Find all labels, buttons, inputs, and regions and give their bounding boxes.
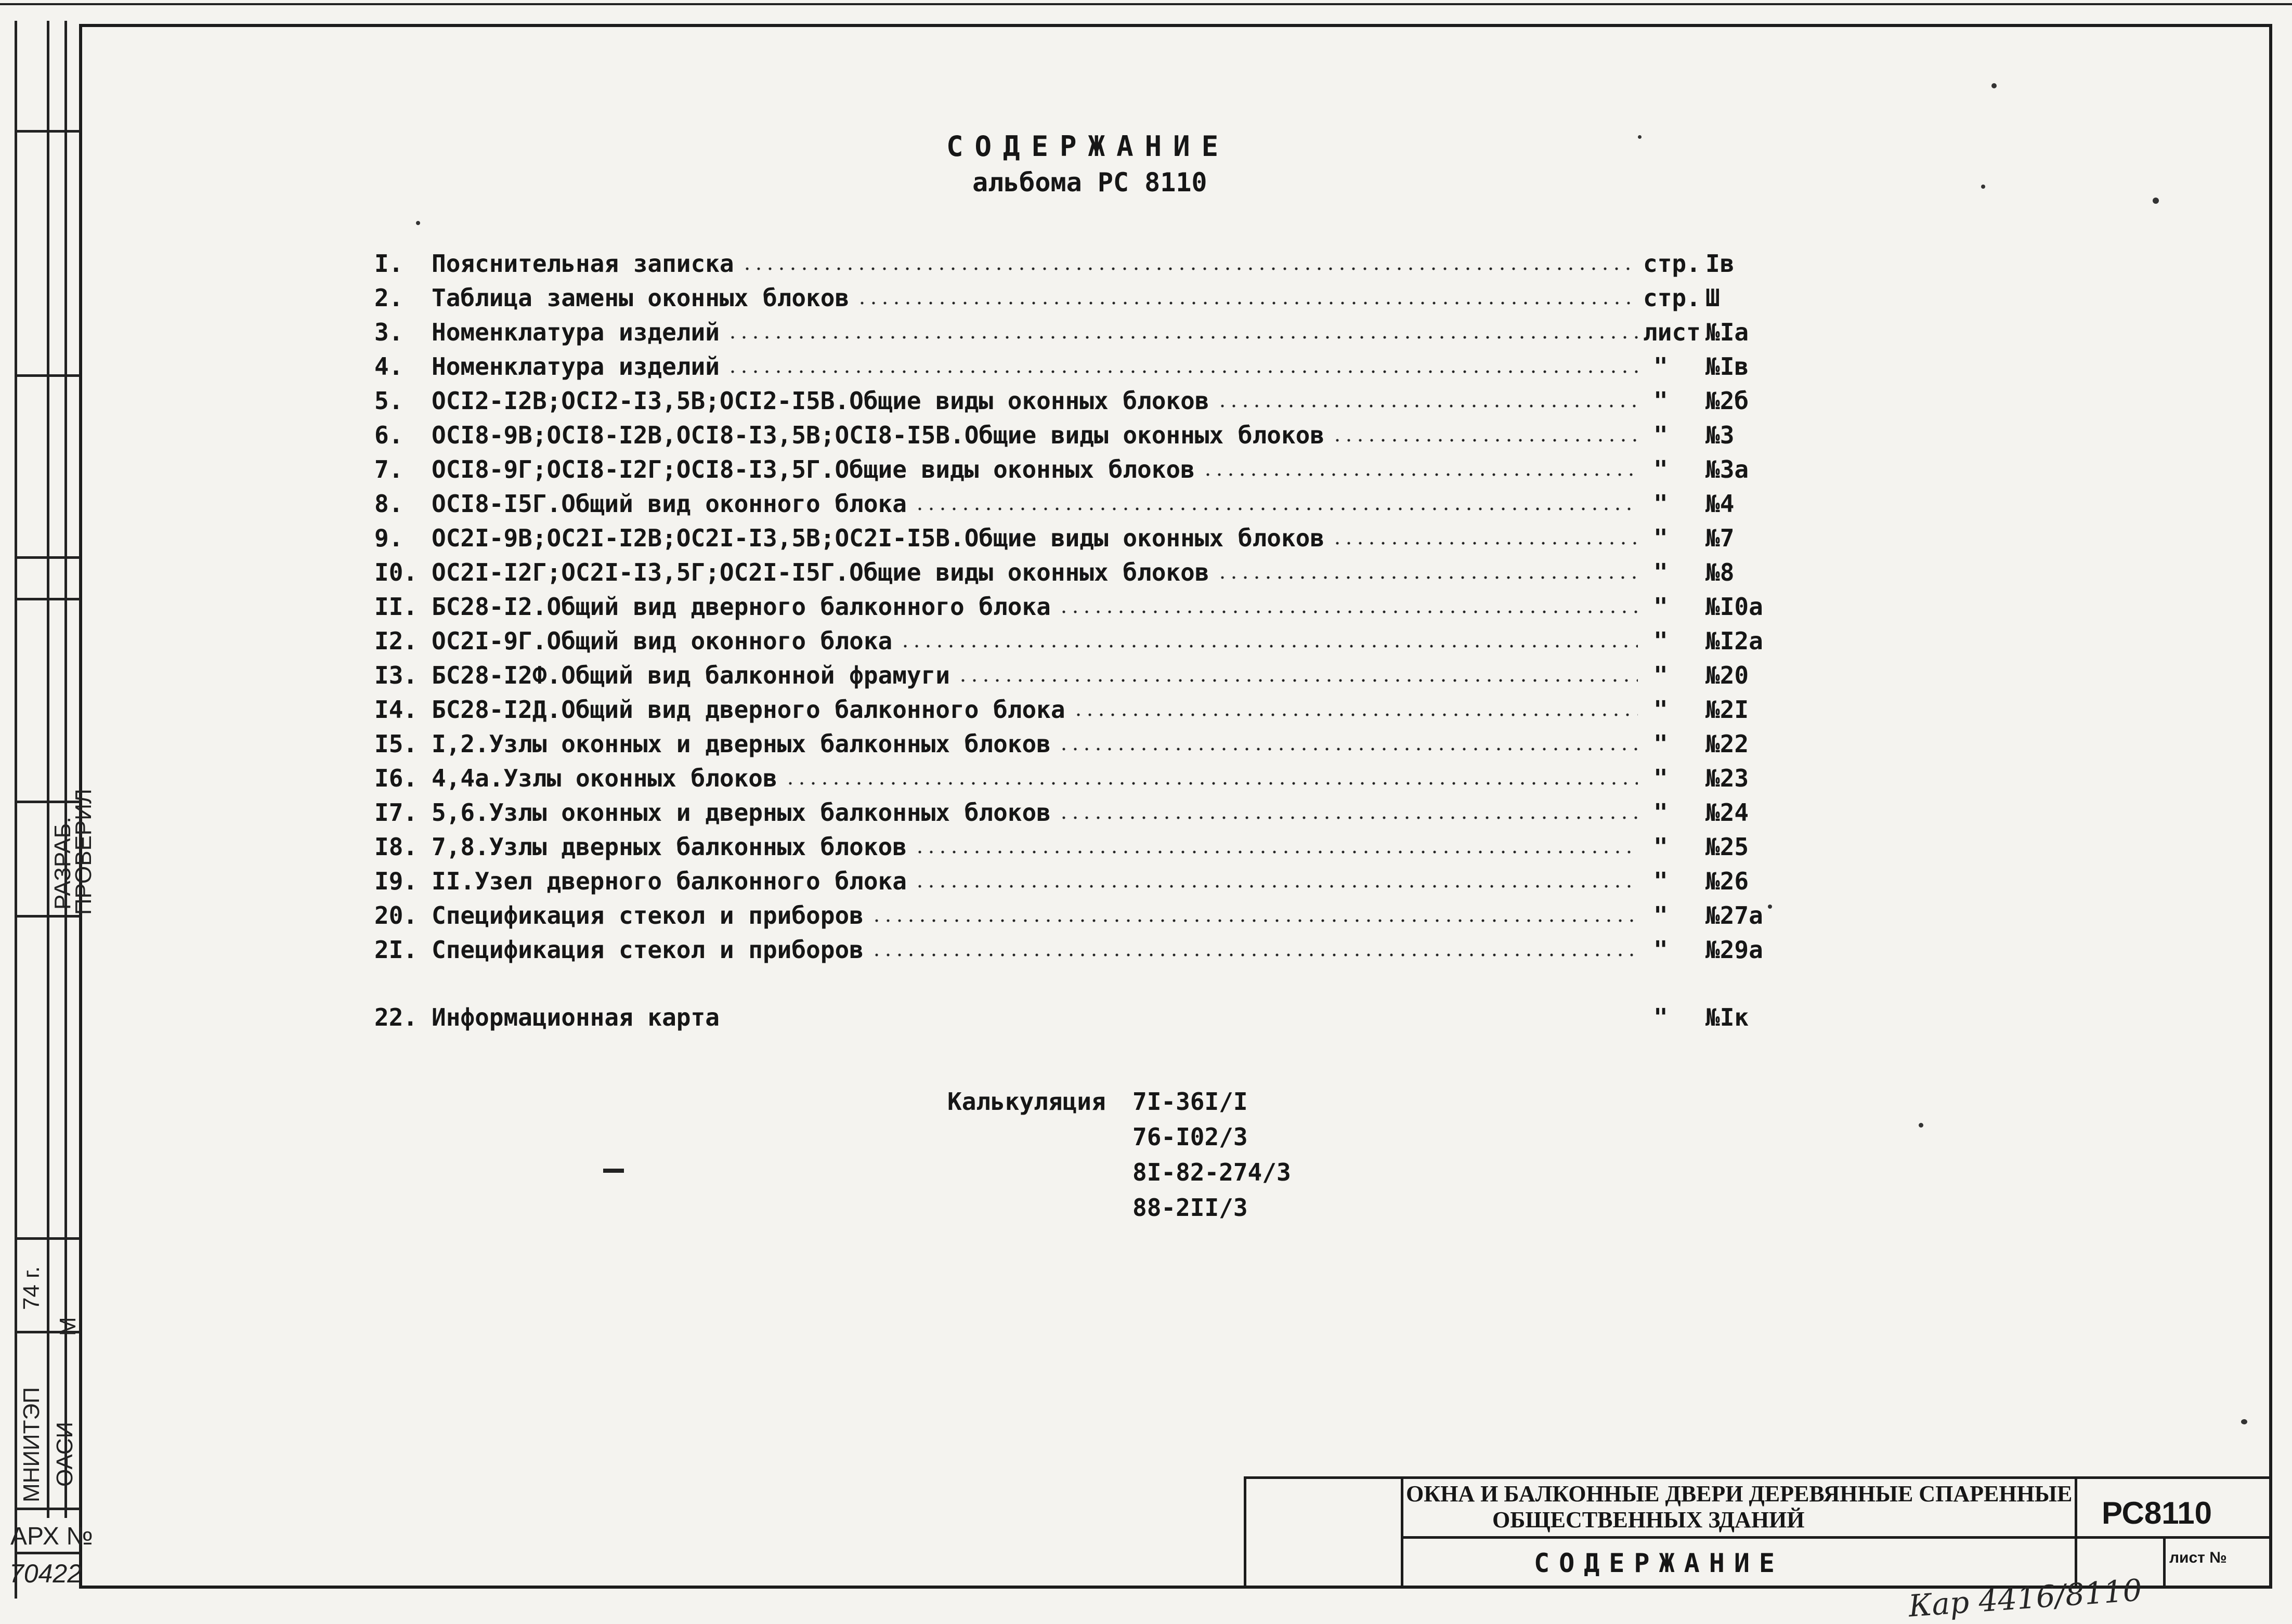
calculation-item: 88-2II/3 <box>1132 1194 1248 1222</box>
year-mark: 74 г. <box>19 1266 44 1310</box>
toc-row <box>374 936 1778 968</box>
toc-ref-type: " <box>1653 421 1668 449</box>
toc-page: №24 <box>1705 798 1749 827</box>
dept-name: ОАСИ <box>52 1421 77 1487</box>
dot-leader <box>1058 610 1638 613</box>
toc-number: I6. <box>374 764 418 792</box>
toc-ref-type: " <box>1653 490 1668 518</box>
toc-number: I. <box>374 250 403 278</box>
calculation-item: 7I-36I/I <box>1132 1088 1248 1116</box>
toc-title: ОС2I-9Г.Общий вид оконного блока <box>432 627 893 655</box>
toc-number: 2I. <box>374 936 418 964</box>
title-block-divider <box>1401 1476 1403 1589</box>
toc-page: №Iк <box>1705 1003 1749 1031</box>
sheet-title: СОДЕРЖАНИЕ <box>1534 1548 1785 1578</box>
org-name: МНИИТЭП <box>19 1387 44 1502</box>
project-name-line-1: ОКНА И БАЛКОННЫЕ ДВЕРИ ДЕРЕВЯННЫЕ СПАРЕННЫЕ <box>1406 1481 2073 1507</box>
toc-page: Ш <box>1705 284 1720 312</box>
toc-page: №4 <box>1705 490 1735 518</box>
toc-number: 8. <box>374 490 403 518</box>
toc-page: №7 <box>1705 524 1735 552</box>
toc-row <box>374 490 1778 522</box>
toc-title: Спецификация стекол и приборов <box>432 901 864 929</box>
toc-title: ОСI2-I2В;ОСI2-I3,5В;ОСI2-I5В.Общие виды оконных блоков <box>432 387 1209 415</box>
document-code: РС8110 <box>2102 1496 2212 1530</box>
stamp-line <box>15 915 80 918</box>
scan-speck <box>1991 83 1997 88</box>
mark-letter: М <box>55 1317 81 1336</box>
dot-leader <box>871 919 1638 922</box>
toc-ref-type: " <box>1653 661 1668 689</box>
project-name-line-2: ОБЩЕСТВЕННЫХ ЗДАНИЙ <box>1492 1507 1805 1533</box>
handwritten-note: Кар 4416/8110 <box>1907 1572 2143 1624</box>
dot-leader <box>1058 748 1638 751</box>
top-edge-rule <box>0 3 2292 5</box>
archive-label: АРХ № <box>10 1523 93 1550</box>
stamp-border <box>15 21 17 1599</box>
toc-number: I7. <box>374 798 418 827</box>
archive-number: 70422 <box>9 1559 82 1588</box>
toc-row <box>374 387 1778 419</box>
toc-row <box>374 250 1778 282</box>
toc-ref-type: стр. <box>1643 250 1701 278</box>
toc-row <box>374 833 1778 865</box>
toc-number: 9. <box>374 524 403 552</box>
toc-ref-type: стр. <box>1643 284 1701 312</box>
toc-title: Таблица замены оконных блоков <box>432 284 850 312</box>
dot-leader <box>900 645 1638 648</box>
toc-page: №26 <box>1705 867 1749 895</box>
dot-leader <box>741 267 1638 270</box>
toc-row <box>374 455 1778 488</box>
toc-number: I0. <box>374 558 418 586</box>
stamp-line <box>15 556 80 559</box>
toc-ref-type: " <box>1653 867 1668 895</box>
toc-row <box>374 661 1778 693</box>
title-block-divider <box>2163 1536 2166 1588</box>
stamp-divider <box>64 21 67 1518</box>
calculation-item: 8I-82-274/3 <box>1132 1158 1291 1186</box>
toc-row <box>374 798 1778 831</box>
dash-mark <box>603 1169 624 1173</box>
toc-title: ОСI8-9Г;ОСI8-I2Г;ОСI8-I3,5Г.Общие виды оконных блоков <box>432 455 1195 483</box>
toc-page: №I0а <box>1705 593 1763 621</box>
toc-page: №I2а <box>1705 627 1763 655</box>
calculation-item: 76-I02/3 <box>1132 1123 1248 1151</box>
toc-ref-type: " <box>1653 455 1668 483</box>
toc-ref-type: " <box>1653 352 1668 381</box>
toc-row <box>374 627 1778 659</box>
toc-title: Номенклатура изделий <box>432 318 720 346</box>
toc-title: ОС2I-9В;ОС2I-I2В;ОС2I-I3,5В;ОС2I-I5В.Общие виды оконных блоков <box>432 524 1325 552</box>
toc-page: №Iв <box>1705 352 1749 381</box>
toc-number: I4. <box>374 696 418 724</box>
toc-page: №3а <box>1705 455 1749 483</box>
toc-ref-type: " <box>1653 764 1668 792</box>
toc-row <box>374 696 1778 728</box>
toc-row <box>374 421 1778 453</box>
toc-row <box>374 558 1778 591</box>
toc-ref-type: " <box>1653 524 1668 552</box>
dot-leader <box>914 507 1638 510</box>
toc-row <box>374 901 1778 934</box>
stamp-line <box>15 1508 80 1510</box>
stamp-divider <box>47 21 49 1518</box>
toc-row <box>374 867 1778 899</box>
toc-number: 22. <box>374 1003 418 1031</box>
toc-number: 6. <box>374 421 403 449</box>
toc-ref-type: " <box>1653 833 1668 861</box>
dot-leader <box>957 679 1638 682</box>
checked-label: ПРОВЕРИЛ <box>71 789 96 915</box>
toc-ref-type: " <box>1653 558 1668 586</box>
toc-page: №2б <box>1705 387 1749 415</box>
toc-title: ОСI8-9В;ОСI8-I2В,ОСI8-I3,5В;ОСI8-I5В.Общие виды оконных блоков <box>432 421 1325 449</box>
toc-ref-type: " <box>1653 901 1668 929</box>
toc-row <box>374 352 1778 385</box>
dot-leader <box>856 302 1638 305</box>
toc-row <box>374 524 1778 556</box>
toc-row <box>374 318 1778 350</box>
toc-ref-type: " <box>1653 696 1668 724</box>
dot-leader <box>1058 816 1638 819</box>
sheet-number-label: лист № <box>2169 1549 2227 1566</box>
toc-title: Информационная карта <box>432 1003 720 1031</box>
title-block-divider <box>1401 1536 2272 1539</box>
toc-row <box>374 764 1778 796</box>
toc-ref-type: " <box>1653 730 1668 758</box>
scan-speck <box>1638 135 1642 139</box>
toc-title: 4,4а.Узлы оконных блоков <box>432 764 777 792</box>
toc-title: БС28-I2Д.Общий вид дверного балконного блока <box>432 696 1065 724</box>
dot-leader <box>1202 473 1638 476</box>
dot-leader <box>785 782 1638 785</box>
toc-number: 2. <box>374 284 403 312</box>
toc-title: Номенклатура изделий <box>432 352 720 381</box>
toc-number: I2. <box>374 627 418 655</box>
toc-ref-type: " <box>1653 387 1668 415</box>
toc-ref-type: " <box>1653 798 1668 827</box>
stamp-line <box>15 130 80 133</box>
dot-leader <box>727 370 1638 373</box>
dot-leader <box>1217 404 1638 408</box>
toc-row <box>374 284 1778 316</box>
scan-speck <box>1768 905 1772 909</box>
toc-page: №Iа <box>1705 318 1749 346</box>
toc-title: БС28-I2.Общий вид дверного балконного блока <box>432 593 1051 621</box>
toc-page: №8 <box>1705 558 1735 586</box>
page-subtitle: альбома РС 8110 <box>972 167 1207 198</box>
title-block-divider <box>2075 1476 2077 1589</box>
toc-title: II.Узел дверного балконного блока <box>432 867 907 895</box>
scan-speck <box>1981 185 1985 189</box>
toc-title: ОСI8-I5Г.Общий вид оконного блока <box>432 490 907 518</box>
toc-number: I9. <box>374 867 418 895</box>
dot-leader <box>1073 713 1638 716</box>
dot-leader <box>914 850 1638 854</box>
toc-page: №29а <box>1705 936 1763 964</box>
page-title: СОДЕРЖАНИЕ <box>946 130 1230 163</box>
dot-leader <box>1217 576 1638 579</box>
stamp-line <box>15 1237 80 1240</box>
dot-leader <box>871 953 1638 957</box>
stamp-line <box>15 598 80 600</box>
scan-speck <box>416 221 420 225</box>
toc-number: 3. <box>374 318 403 346</box>
toc-ref-type: " <box>1653 627 1668 655</box>
scan-speck <box>2153 198 2159 204</box>
toc-title: I,2.Узлы оконных и дверных балконных блоков <box>432 730 1051 758</box>
scan-speck <box>1919 1123 1923 1128</box>
toc-title: 5,6.Узлы оконных и дверных балконных блоков <box>432 798 1051 827</box>
toc-number: 7. <box>374 455 403 483</box>
toc-page: №22 <box>1705 730 1749 758</box>
toc-page: №3 <box>1705 421 1735 449</box>
dot-leader <box>1332 439 1638 442</box>
toc-number: I3. <box>374 661 418 689</box>
toc-row <box>374 1003 1778 1036</box>
scan-speck <box>2241 1419 2247 1424</box>
toc-page: №27а <box>1705 901 1763 929</box>
toc-title: БС28-I2Ф.Общий вид балконной фрамуги <box>432 661 950 689</box>
toc-number: I8. <box>374 833 418 861</box>
toc-ref-type: " <box>1653 593 1668 621</box>
toc-ref-type: " <box>1653 936 1668 964</box>
toc-number: 4. <box>374 352 403 381</box>
toc-page: №20 <box>1705 661 1749 689</box>
dot-leader <box>727 336 1638 339</box>
toc-title: 7,8.Узлы дверных балконных блоков <box>432 833 907 861</box>
toc-page: №2I <box>1705 696 1749 724</box>
toc-ref-type: лист <box>1643 318 1701 346</box>
toc-row <box>374 730 1778 762</box>
stamp-line <box>15 374 80 377</box>
toc-number: II. <box>374 593 418 621</box>
toc-title: ОС2I-I2Г;ОС2I-I3,5Г;ОС2I-I5Г.Общие виды оконных блоков <box>432 558 1209 586</box>
toc-number: I5. <box>374 730 418 758</box>
toc-title: Спецификация стекол и приборов <box>432 936 864 964</box>
toc-page: Iв <box>1705 250 1735 278</box>
toc-title: Пояснительная записка <box>432 250 734 278</box>
stamp-line <box>15 1552 80 1554</box>
developed-label: РАЗРАБ. <box>50 817 75 910</box>
toc-page: №25 <box>1705 833 1749 861</box>
toc-ref-type: " <box>1653 1003 1668 1031</box>
toc-row <box>374 593 1778 625</box>
dot-leader <box>1332 542 1638 545</box>
toc-number: 20. <box>374 901 418 929</box>
dot-leader <box>914 885 1638 888</box>
toc-number: 5. <box>374 387 403 415</box>
toc-page: №23 <box>1705 764 1749 792</box>
calculation-label: Калькуляция <box>947 1088 1106 1116</box>
